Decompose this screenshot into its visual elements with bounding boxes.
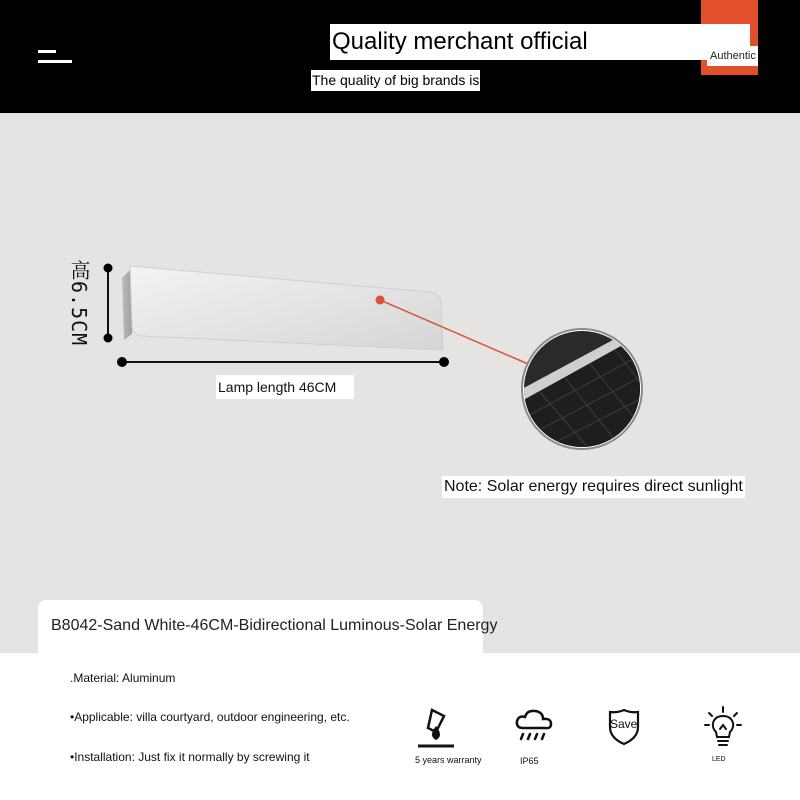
warranty-label: 5 years warranty <box>415 755 482 765</box>
bulb-icon <box>703 705 743 749</box>
lamp-body <box>122 266 443 350</box>
solar-panel-zoom <box>520 320 650 450</box>
length-dimension <box>117 357 449 367</box>
spec-applicable: •Applicable: villa courtyard, outdoor engineering, etc. <box>70 710 350 724</box>
length-label: Lamp length 46CM <box>216 375 354 399</box>
page-subtitle: The quality of big brands is <box>311 70 480 91</box>
save-label: Save <box>610 717 638 731</box>
sunlight-note: Note: Solar energy requires direct sunlight <box>442 476 745 498</box>
warranty-icon <box>414 706 458 750</box>
led-label: LED <box>712 756 726 763</box>
spec-material: .Material: Aluminum <box>70 671 176 685</box>
badge-label: Authentic <box>707 46 758 66</box>
height-dimension <box>104 264 113 343</box>
model-name: B8042-Sand White-46CM-Bidirectional Luminous-Solar Energy <box>51 617 498 634</box>
ip65-label: IP65 <box>520 756 539 766</box>
height-label: 高6.5CM <box>67 260 91 347</box>
page-title: Quality merchant official <box>330 24 750 60</box>
spec-installation: •Installation: Just fix it normally by screwing it <box>70 750 310 764</box>
rain-cloud-icon <box>514 708 554 744</box>
